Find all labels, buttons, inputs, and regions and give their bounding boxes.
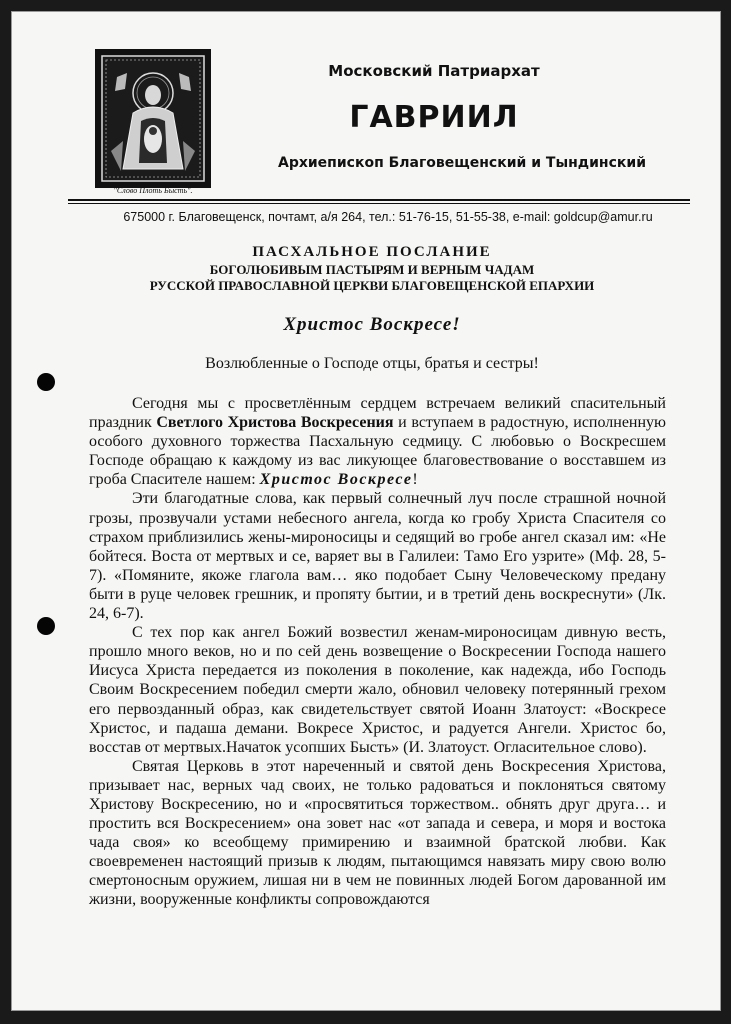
letter-page [12,12,720,1010]
document-heading: ПАСХАЛЬНОЕ ПОСЛАНИЕ [252,244,492,260]
header-rule-thin [68,203,690,204]
mother-of-god-icon [97,51,209,186]
patriarchate-label: Московский Патриархат [328,62,540,80]
icon-caption: "Слово Плоть Бысть". [113,186,193,195]
salutation: Возлюбленные о Господе отцы, братья и сестры! [205,355,539,372]
feast-name: Светлого Христова Воскресения [156,414,394,432]
header-rule [68,199,690,201]
letter-body [89,394,666,910]
icon-image [95,49,211,188]
contact-address: 675000 г. Благовещенск, почтамт, а/я 264, тел.: 51-76-15, 51-55-38, e-mail: goldcup@amur.ru [123,210,653,224]
paragraph-3: С тех пор как ангел Божий возвестил женам-мироносицам дивную весть, прошло много веков, но и по сей день возвещение о Воскресении Господа нашего Иисуса Христа передается из поколения в поколение, как надежда, ибо Господь Своим Воскресением победил смерти жало, обновил человеку потерянный грехом его первозданный образ, как свидетельствует святой Иоанн Златоуст: «Воскресе Христос, и падаша демани. Вокресе Христос, и радуется Ангели. Христос бо, восстав от мертвых.Начаток усопших Бысть» (И. Златоуст. Огласительное слово). [89,624,666,756]
archbishop-name: ГАВРИИЛ [349,100,519,135]
paschal-greeting: Христос Воскресе! [283,314,461,335]
document-subheading-1: БОГОЛЮБИВЫМ ПАСТЫРЯМ И ВЕРНЫМ ЧАДАМ [209,262,535,277]
christ-is-risen-phrase: Христос Воскресе [259,471,413,489]
punch-hole [37,373,55,391]
paragraph-4: Святая Церковь в этот нареченный и святой день Воскресения Христова, призывает нас, верных чад своих, не только радоваться и поклоняться святому Христову Воскресению, но и «просвятиться торжеством.. обнять друг друга… и простить вся Воскресением» она зовет нас «от запада и севера, и моря и востока чада своя» ко всеобщему примирению и взаимной братской любви. Как своевременен настоящий призыв к людям, пытающимся навязать миру свою волю смертоносным оружием, лишая ни в чем не повинных людей Богом дарованной им жизни, вооруженные конфликты сопровождаются [89,757,666,909]
punch-hole [37,617,55,635]
document-subheading-2: РУССКОЙ ПРАВОСЛАВНОЙ ЦЕРКВИ БЛАГОВЕЩЕНСКОЙ ЕПАРХИИ [149,278,595,293]
archbishop-title: Архиепископ Благовещенский и Тындинский [277,155,646,171]
paragraph-1: Сегодня мы с просветлённым сердцем встречаем великий спасительный праздник Светлого Христова Воскресения и вступаем в радостную, исполненную особого духовного торжества Пасхальную седмицу. С любовью о Воскресшем Господе обращаю к каждому из вас ликующее благовествование о восставшем из гроба Спасителе нашем: Христос Воскресе! [89,395,666,489]
paragraph-2: Эти благодатные слова, как первый солнечный луч после страшной ночной грозы, прозвучали устами небесного ангела, когда ко гробу Христа Спасителя со страхом приблизились жены-мироносицы и седящий во гробе ангел сказал им: «Не бойтеся. Воста от мертвых и се, варяет вы в Галилеи: Тамо Его узрите» (Мф. 28, 5-7). «Помяните, якоже глагола вам… яко подобает Сыну Человеческому предану быти в руце человек грешник, и пропяту бытии, и в третий день воскреснути» (Лк. 24, 6-7). [89,490,666,623]
